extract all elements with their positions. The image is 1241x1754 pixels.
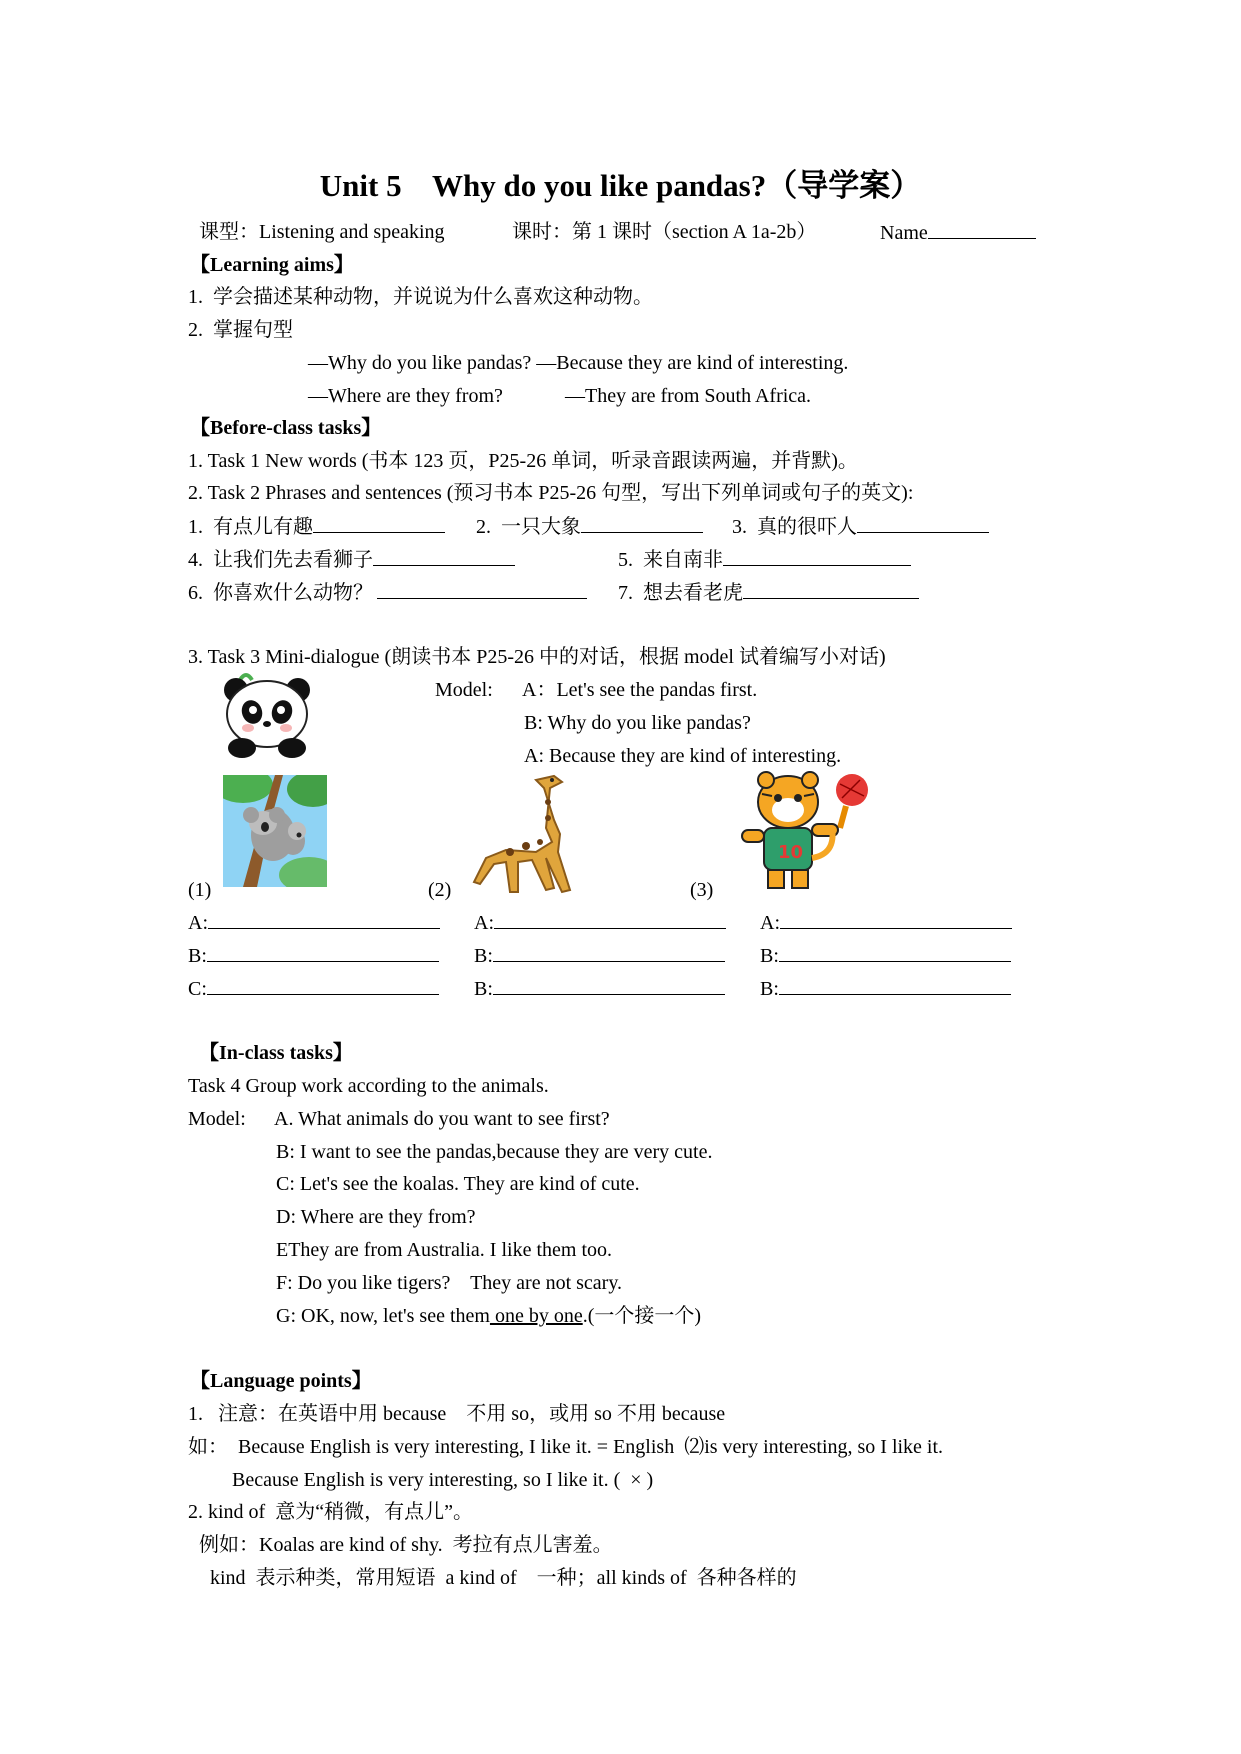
dialogue-blank[interactable] (493, 976, 725, 995)
phrase-2-blank[interactable] (581, 514, 703, 533)
dialogue-blank[interactable] (207, 976, 439, 995)
aims-item-1: 1. 学会描述某种动物，并说说为什么喜欢这种动物。 (188, 286, 653, 308)
inclass-heading: 【In-class tasks】 (199, 1042, 353, 1064)
before-heading: 【Before-class tasks】 (190, 417, 382, 439)
aims-pattern-1: —Why do you like pandas? —Because they are kind of interesting. (308, 352, 849, 374)
inclass-c: C: Let's see the koalas. They are kind of cute. (276, 1173, 640, 1195)
period: 课时：第 1 课时（section A 1a-2b） (512, 221, 817, 243)
phrase-1: 1. 有点儿有趣 (188, 514, 445, 539)
page-title: Unit 5 Why do you like pandas?（导学案） (319, 168, 922, 203)
inclass-f: F: Do you like tigers? They are not scary. (276, 1272, 623, 1294)
dialogue-1-line-2: B: (188, 943, 439, 968)
giraffe-illustration (466, 772, 590, 896)
lang-2: 如： Because English is very interesting, I like it. = English ⑵is very interesting, so I like it. (188, 1436, 944, 1458)
phrase-3-blank[interactable] (857, 514, 989, 533)
lang-3: Because English is very interesting, so I like it. ( × ) (232, 1469, 654, 1491)
panda-illustration (218, 672, 318, 762)
task1: 1. Task 1 New words (书本 123 页，P25-26 单词，听录音跟读两遍，并背默)。 (188, 450, 858, 472)
phrase-6: 6. 你喜欢什么动物？ (188, 580, 587, 605)
phrase-5: 5. 来自南非 (618, 547, 911, 572)
phrase-1-blank[interactable] (313, 514, 445, 533)
name-label: Name (880, 222, 928, 244)
phrase-6-blank[interactable] (377, 580, 587, 599)
dialogue-blank[interactable] (208, 910, 440, 929)
phrase-2: 2. 一只大象 (476, 514, 703, 539)
dialogue-3-line-2: B: (760, 943, 1011, 968)
dialogue-blank[interactable] (207, 943, 439, 962)
one-by-one: one by one (489, 1305, 583, 1327)
inclass-b: B: I want to see the pandas,because they are very cute. (276, 1141, 713, 1163)
dialogue-blank[interactable] (494, 910, 726, 929)
inclass-g: G: OK, now, let's see them one by one.(一个接一个) (276, 1305, 702, 1327)
aims-pattern-2a: —Where are they from? (308, 385, 503, 407)
model-label: Model: (435, 679, 493, 701)
dialogue-3-line-1: A: (760, 910, 1012, 935)
inclass-a: A. What animals do you want to see first? (274, 1108, 610, 1130)
model-b: B: Why do you like pandas? (524, 712, 751, 734)
phrase-3: 3. 真的很吓人 (732, 514, 989, 539)
phrase-4: 4. 让我们先去看狮子 (188, 547, 515, 572)
name-field (880, 220, 1036, 245)
inclass-model-label: Model: (188, 1108, 246, 1130)
aims-pattern-2b: —They are from South Africa. (565, 385, 812, 407)
lang-6: kind 表示种类，常用短语 a kind of 一种；all kinds of 各种各样的 (210, 1567, 797, 1589)
tiger-illustration (728, 768, 868, 892)
name-blank[interactable] (928, 220, 1036, 239)
phrase-5-blank[interactable] (723, 547, 911, 566)
dialogue-1-line-3: C: (188, 976, 439, 1001)
dialogue-2-line-2: B: (474, 943, 725, 968)
dialogue-2-line-1: A: (474, 910, 726, 935)
dialogue-3-line-3: B: (760, 976, 1011, 1001)
task3: 3. Task 3 Mini-dialogue (朗读书本 P25-26 中的对话，根据 model 试着编写小对话) (188, 646, 886, 668)
lang-1: 1. 注意：在英语中用 because 不用 so，或用 so 不用 because (188, 1403, 726, 1425)
num-1: (1) (188, 879, 212, 901)
course-type: 课型：Listening and speaking (199, 221, 445, 243)
dialogue-2-line-3: B: (474, 976, 725, 1001)
lang-5: 例如：Koalas are kind of shy. 考拉有点儿害羞。 (199, 1534, 613, 1556)
dialogue-blank[interactable] (780, 910, 1012, 929)
phrase-7-blank[interactable] (743, 580, 919, 599)
aims-heading: 【Learning aims】 (190, 254, 354, 276)
aims-item-2: 2. 掌握句型 (188, 319, 293, 341)
dialogue-blank[interactable] (493, 943, 725, 962)
num-3: (3) (690, 879, 714, 901)
dialogue-1-line-1: A: (188, 910, 440, 935)
dialogue-blank[interactable] (779, 943, 1011, 962)
inclass-d: D: Where are they from? (276, 1206, 476, 1228)
dialogue-blank[interactable] (779, 976, 1011, 995)
lang-heading: 【Language points】 (190, 1370, 372, 1392)
model-a2: A: Because they are kind of interesting. (524, 745, 842, 767)
inclass-e: EThey are from Australia. I like them too. (276, 1239, 613, 1261)
task4: Task 4 Group work according to the animals. (188, 1075, 549, 1097)
svg-text:10: 10 (778, 842, 804, 863)
koala-illustration (223, 775, 327, 887)
model-a1: A：Let's see the pandas first. (522, 679, 758, 701)
phrase-4-blank[interactable] (373, 547, 515, 566)
lang-4: 2. kind of 意为“稍微，有点儿”。 (188, 1501, 473, 1523)
task2: 2. Task 2 Phrases and sentences (预习书本 P25-26 句型，写出下列单词或句子的英文): (188, 482, 914, 504)
num-2: (2) (428, 879, 452, 901)
phrase-7: 7. 想去看老虎 (618, 580, 919, 605)
